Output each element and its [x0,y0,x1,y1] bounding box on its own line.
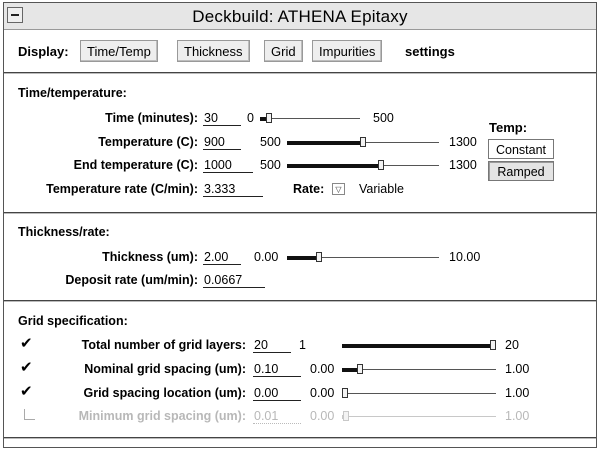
thickness-min: 0.00 [254,250,279,264]
window-title: Deckbuild: ATHENA Epitaxy [192,7,408,26]
nominal-grid-spacing-field[interactable]: 0.10 [253,361,301,377]
slider-thumb[interactable] [378,160,384,170]
title-bar [4,3,596,30]
end-temperature-slider[interactable] [287,159,439,173]
slider-fill [342,368,357,372]
temperature-min: 500 [260,135,281,149]
minimum-grid-spacing-slider[interactable] [342,410,496,424]
minimum-grid-spacing-field[interactable]: 0.01 [253,408,301,424]
tab-thickness[interactable]: Thickness [177,40,250,62]
minimum-grid-spacing-label: Minimum grid spacing (um): [78,409,246,423]
slider-thumb[interactable] [316,252,322,262]
nominal-grid-spacing-label: Nominal grid spacing (um): [84,362,246,376]
separator [4,437,596,439]
grid-spacing-location-label: Grid spacing location (um): [83,386,246,400]
section-title-grid: Grid specification: [18,314,128,328]
total-grid-layers-slider[interactable] [342,339,496,353]
section-title-thickness: Thickness/rate: [18,225,110,239]
temperature-rate-field[interactable]: 3.333 [203,181,263,197]
minimum-grid-spacing-max: 1.00 [505,409,530,423]
slider-thumb[interactable] [266,113,272,123]
separator [4,300,596,302]
empty-checkbox[interactable] [24,409,35,420]
total-grid-layers-max: 20 [505,338,519,352]
tab-impurities[interactable]: Impurities [312,40,382,62]
nominal-grid-spacing-max: 1.00 [505,362,530,376]
slider-thumb[interactable] [360,137,366,147]
temp-mode-label: Temp: [489,120,528,135]
thickness-slider[interactable] [287,251,439,265]
display-label: Display: [18,44,69,59]
total-grid-layers-min: 1 [299,338,306,352]
minimum-grid-spacing-min: 0.00 [310,409,335,423]
temperature-slider[interactable] [287,136,439,150]
slider-thumb[interactable] [357,364,363,374]
checkmark-icon[interactable]: ✔ [20,383,33,400]
time-min: 0 [247,111,254,125]
nominal-grid-spacing-min: 0.00 [310,362,335,376]
grid-spacing-location-max: 1.00 [505,386,530,400]
total-grid-layers-label: Total number of grid layers: [81,338,246,352]
grid-spacing-location-field[interactable]: 0.00 [253,385,301,401]
slider-track [342,393,496,394]
temp-constant-button[interactable]: Constant [488,139,554,159]
tab-time-temp[interactable]: Time/Temp [80,40,158,62]
end-temperature-field[interactable]: 1000 [203,157,253,173]
slider-thumb[interactable] [342,388,348,398]
temp-ramped-button[interactable]: Ramped [488,161,554,181]
time-field[interactable]: 30 [203,110,241,126]
slider-fill [342,344,490,348]
time-slider[interactable] [260,112,360,126]
deposit-rate-field[interactable]: 0.0667 [203,272,265,288]
tab-grid[interactable]: Grid [264,40,303,62]
time-label: Time (minutes): [105,111,198,125]
temperature-field[interactable]: 900 [203,134,241,150]
separator [4,72,596,74]
grid-spacing-location-min: 0.00 [310,386,335,400]
slider-thumb[interactable] [343,411,349,421]
section-title-time-temp: Time/temperature: [18,86,127,100]
slider-track [342,416,496,417]
checkmark-icon[interactable]: ✔ [20,359,33,376]
end-temperature-min: 500 [260,158,281,172]
slider-fill [287,164,378,168]
thickness-field[interactable]: 2.00 [203,249,241,265]
thickness-label: Thickness (um): [102,250,198,264]
temperature-label: Temperature (C): [98,135,198,149]
temperature-rate-label: Temperature rate (C/min): [46,182,198,196]
deposit-rate-label: Deposit rate (um/min): [65,273,198,287]
deckbuild-window [3,2,597,448]
nominal-grid-spacing-slider[interactable] [342,363,496,377]
end-temperature-max: 1300 [449,158,477,172]
time-max: 500 [373,111,394,125]
dropdown-triangle-icon[interactable]: ▽ [332,183,345,195]
rate-mode-value: Variable [359,182,404,196]
separator [4,212,596,214]
thickness-max: 10.00 [449,250,481,264]
slider-track [260,118,360,119]
slider-fill [287,256,316,260]
total-grid-layers-field[interactable]: 20 [253,337,291,353]
checkmark-icon[interactable]: ✔ [20,335,33,352]
grid-spacing-location-slider[interactable] [342,387,496,401]
settings-label: settings [405,44,455,59]
end-temperature-label: End temperature (C): [73,158,198,172]
temperature-max: 1300 [449,135,477,149]
rate-label: Rate: [293,182,325,196]
slider-fill [287,141,360,145]
slider-thumb[interactable] [490,340,496,350]
slider-track [342,369,496,370]
